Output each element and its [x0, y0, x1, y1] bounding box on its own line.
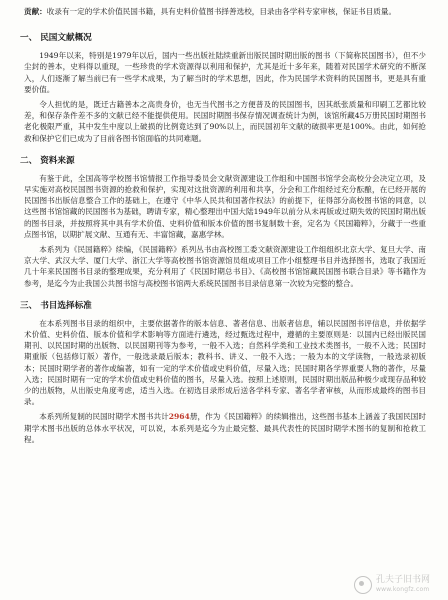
contribution-label: 贡献： [24, 7, 47, 16]
body-paragraph: 令人担忧的是，既迁古籍善本之高贵身价，也无当代图书之方便普及的民国图书，因其纸张质量和印刷工艺都比较差，和保存条件差不多的文献已经不能提供使用。民国时期图书保存情况调查统计为例，该馆所藏45万册民国时期图书老化极限严重，其中发生中度以上破损的比例竟达到了90%以上，而民国初年文献的破损率更是100%。由此，如何抢救和保护它们已成为了目前各图书馆面临的共同难题。 [24, 100, 426, 143]
section-heading-overview [20, 33, 426, 44]
watermark-logo-icon [354, 576, 372, 594]
body-paragraph: 在本系列图书目录的组织中，主要依据著作的版本信息、著者信息、出版者信息，辅以民国图书评信息，并依据学术价值、史料价值、版本价值和学术影响等方面进行遴选，经过甄选过程中，遵循的主要原则是：以国内已经出版民国期刊、以民国时期的出版物、以民国期刊等为参考，一般不入选；自然科学类和工业技术类图书，一般不入选；民国时期重版（包括修订版）著作，一般选录最后版本；教科书、讲义、一般不入选；一般为本的文学读物，一般选录初版本；民国时期学者的著作或编著，如有一定的学术价值或史料价值，尽量入选；民国时期各学界重要人物的著作，尽量入选；民国时期有一定的学术价值或史料价值的图书，尽量入选。按照上述原则，民国时期出版品种极少或现存品种较少的出版物，从出版史角度考虑，适当入选。在初选目录形成后送各学科专家、著名学者审核，从而形成最终的图书目录。 [24, 318, 426, 407]
section-heading-criteria [20, 301, 426, 312]
watermark [354, 576, 430, 594]
section-number: 一、 [20, 33, 38, 44]
section-title: 民国文献概况 [40, 33, 92, 44]
watermark-url: www.kongfz.com [375, 586, 430, 593]
watermark-text: 孔夫子旧书网 [375, 575, 430, 585]
contribution-text: 收录有一定的学术价值民国书籍，具有史料价值图书择善选校，目录由各学科专家审核，保证书目质量。 [46, 7, 397, 16]
section-heading-sources [20, 156, 426, 167]
body-paragraph: 有鉴于此，全国高等学校图书馆情报工作指导委员会文献资源建设工作组和中国图书馆学会高校分会决定立项，及早实施对高校民国图书资源的抢救和保护，实现对这批资源的利用和共享，分会和工作组经过充分酝酿，在已经开展的民国图书出版信息整合工作的基础上，在遵守《中华人民共和国著作权法》的前提下，征得部分高校图书馆的同意，以这些图书馆馆藏的民国图书为基础，聘请专家，精心整理出中国大陆1949年以前分从未再版或过期失效的民国时期出版的图书目录，并按照将其中具有学术价值、史料价值和版本价值的图书复制数十套，定名为《民国籍粹》，分藏于一些重点图书馆，以期扩展文献、互通有无、丰富馆藏，嘉惠学林。 [24, 173, 426, 239]
section-title: 书目选择标准 [40, 300, 92, 311]
section-title: 资料来源 [40, 155, 75, 166]
section-number: 二、 [20, 155, 38, 166]
body-paragraph-highlighted: 本系列所复制的民国时期学术图书共计2964册，作为《民国籍粹》的续辑推出，这些图书基本上涵盖了我国民国时期学术图书出版的总体水平状况，可以说，本系列是迄今为止最完整、最具代表性的民国时期学术图书的复制和抢救工程。 [24, 412, 427, 444]
body-paragraph: 1949年以来，特别是1979年以后，国内一些出版社陆续重新出版民国时期出版的图书（下简称民国图书），但不少尘封的善本，史料得以重现，一些珍贵的学术资源得以利用和保护，尤其是近十多年来，随着对民国学术研究的不断深入，人们逐渐了解当前已有一些学术成果，为了解当时的学术思想，因此，作为民国学术资料的民国图书，更是具有重要价值。 [24, 51, 426, 94]
highlighted-count: 2964 [168, 412, 190, 422]
contribution-paragraph [24, 6, 426, 17]
section-number: 三、 [20, 300, 38, 311]
body-paragraph: 本系列为《民国籍粹》续编，《民国籍粹》系列丛书由高校图工委文献资源建设工作组组织北京大学、复旦大学、南京大学、武汉大学、厦门大学、浙江大学等高校图书馆资源馆员组成项目工作小组整理书目并选择图书，选取了我国近几十年来民国图书目录的整理成果，充分利用了《民国时期总书目》、《高校图书馆馆藏民国图书联合目录》等书籍作为参考，是迄今为止我国公共图书馆与高校图书馆两大系统民国图书目录信息第一次较为完整的整合。 [24, 245, 426, 288]
